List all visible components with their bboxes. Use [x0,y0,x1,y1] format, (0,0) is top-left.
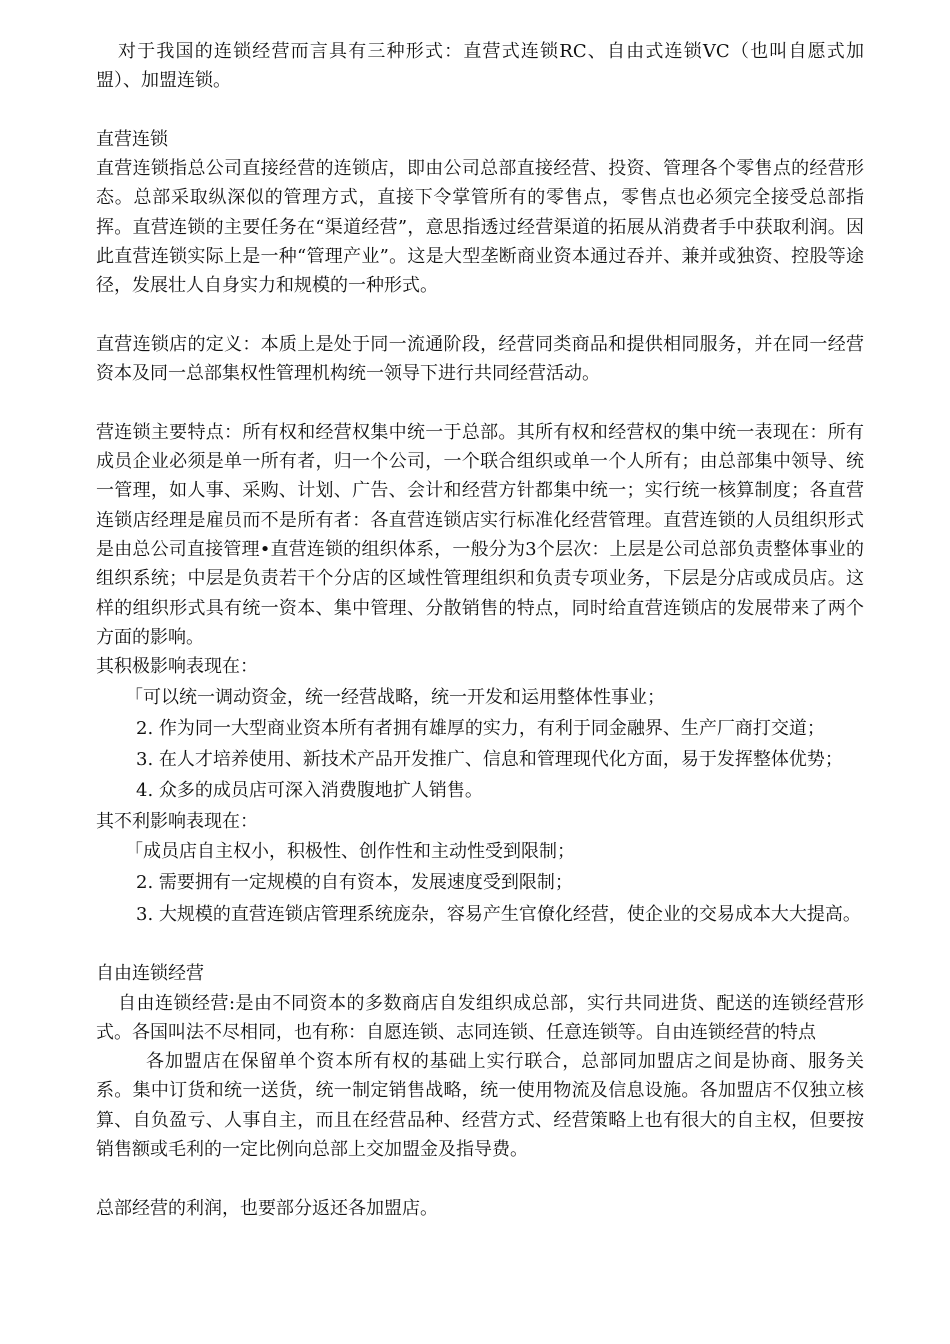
spacer [96,930,864,959]
direct-chain-definition: 直营连锁店的定义：本质上是处于同一流通阶段，经营同类商品和提供相同服务，并在同一经营资本及同一总部集权性管理机构统一领导下进行共同经营活动。 [96,333,864,385]
negative-effects-title: 其不利影响表现在： [96,810,258,832]
section-heading-direct-chain: 直营连锁 [96,128,168,150]
negative-item-1: 「成员店自主权小，积极性、创作性和主动性受到限制； [125,841,575,863]
negative-item-3: 3. 大规模的直营连锁店管理系统庞杂，容易产生官僚化经营，使企业的交易成本大大提高。 [136,903,861,925]
spacer [96,1164,864,1193]
document-page [96,37,864,1223]
positive-effects-title: 其积极影响表现在： [96,656,258,678]
spacer [96,96,864,125]
voluntary-chain-paragraph-2: 各加盟店在保留单个资本所有权的基础上实行联合，总部同加盟店之间是协商、服务关系。集中订货和统一送货，统一制定销售战略，统一使用物流及信息设施。各加盟店不仅独立核算、自负盈亏、人事自主，而且在经营品种、经营方式、经营策略上也有很大的自主权，但要按销售额或毛利的一定比例向总部上交加盟金及指导费。 [96,1051,864,1160]
voluntary-chain-paragraph-1: 自由连锁经营:是由不同资本的多数商店自发组织成总部，实行共同进货、配送的连锁经营形式。各国叫法不尽相同，也有称：自愿连锁、志同连锁、任意连锁等。自由连锁经营的特点 [96,992,864,1043]
direct-chain-paragraph-1: 直营连锁指总公司直接经营的连锁店，即由公司总部直接经营、投资、管理各个零售点的经营形态。总部采取纵深似的管理方式，直接下令掌管所有的零售点，零售点也必须完全接受总部指挥。直营连锁的主要任务在“渠道经营”，意思指透过经营渠道的拓展从消费者手中获取利润。因此直营连锁实际上是一种“管理产业”。这是大型垄断商业资本通过吞并、兼并或独资、控股等途径，发展壮人自身实力和规模的一种形式。 [96,158,864,297]
spacer [96,301,864,330]
intro-paragraph: 对于我国的连锁经营而言具有三种形式：直营式连锁RC、自由式连锁VC（也叫自愿式加盟）、加盟连锁。 [96,41,864,92]
positive-item-4: 4. 众多的成员店可深入消费腹地扩人销售。 [136,780,483,802]
negative-item-2: 2. 需要拥有一定规模的自有资本，发展速度受到限制； [136,872,573,894]
spacer [96,389,864,418]
direct-chain-features: 营连锁主要特点：所有权和经营权集中统一于总部。其所有权和经营权的集中统一表现在：所有成员企业必须是单一所有者，归一个公司，一个联合组织或单一个人所有；由总部集中领导、统一管理，如人事、采购、计划、广告、会计和经营方针都集中统一；实行统一核算制度；各直营连锁店经理是雇员而不是所有者：各直营连锁店实行标准化经营管理。直营连锁的人员组织形式是由总公司直接管理•直营连锁的组织体系，一般分为3个层次：上层是公司总部负责整体事业的组织系统；中层是负责若干个分店的区域性管理组织和负责专项业务，下层是分店或成员店。这样的组织形式具有统一资本、集中管理、分散销售的特点，同时给直营连锁店的发展带来了两个方面的影响。 [96,421,864,648]
positive-item-2: 2. 作为同一大型商业资本所有者拥有雄厚的实力，有利于同金融界、生产厂商打交道； [136,717,825,739]
positive-item-1: 「可以统一调动资金，统一经营战略，统一开发和运用整体性事业； [125,686,665,708]
positive-item-3: 3. 在人才培养使用、新技术产品开发推广、信息和管理现代化方面，易于发挥整体优势； [136,749,843,771]
voluntary-chain-paragraph-3: 总部经营的利润，也要部分返还各加盟店。 [96,1197,438,1219]
section-heading-voluntary-chain: 自由连锁经营 [96,963,204,985]
